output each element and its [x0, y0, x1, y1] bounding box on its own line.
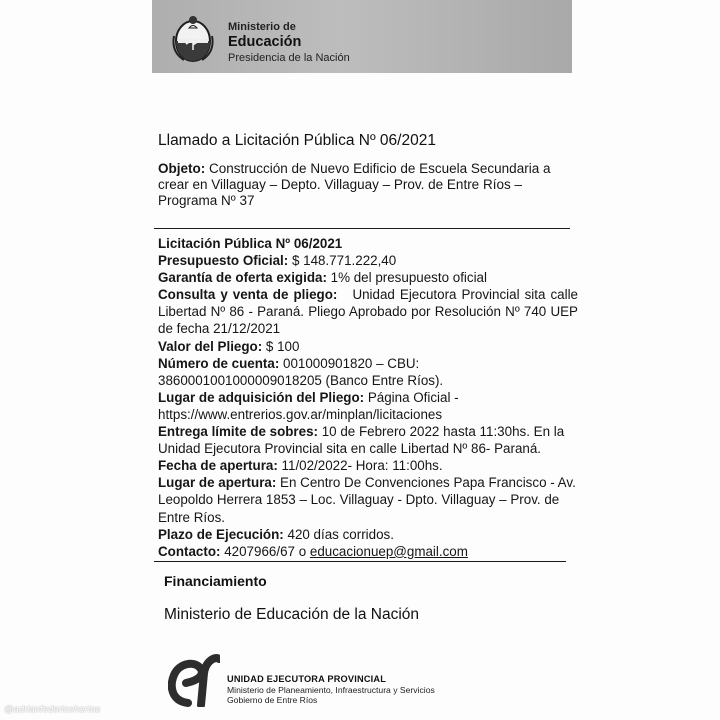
ministry-small-label: Ministerio de	[228, 21, 296, 33]
objeto-paragraph	[158, 161, 568, 209]
argentina-coat-of-arms-icon	[170, 14, 216, 64]
valor-value: $ 100	[265, 338, 300, 354]
contacto-email-link[interactable]: educacionuep@gmail.com	[309, 543, 468, 559]
licitacion-label: Licitación Pública Nº 06/2021	[158, 236, 343, 251]
financiamiento-body: Ministerio de Educación de la Nación	[164, 606, 420, 623]
contacto-connector: o	[298, 543, 307, 559]
uep-er-logo-icon	[168, 651, 220, 707]
garantia-value: 1% del presupuesto oficial	[330, 270, 487, 286]
tender-details	[158, 235, 578, 560]
contacto-label: Contacto:	[158, 543, 221, 559]
cuenta-value: 001000901820 – CBU: 3860001001000009018205 (Banco Entre Ríos).	[158, 355, 444, 388]
fecha-apertura-value: 11/02/2022- Hora: 11:00hs.	[281, 458, 443, 474]
watermark-handle: @adrianfedericohertos	[4, 704, 101, 715]
divider-bottom	[154, 561, 566, 562]
entrega-value: 10 de Febrero 2022 hasta 11:30hs. En la Unidad Ejecutora Provincial sita en calle Libertad Nº 86- Paraná.	[158, 424, 565, 457]
plazo-label: Plazo de Ejecución:	[158, 526, 284, 542]
plazo-value: 420 días corridos.	[287, 526, 394, 542]
objeto-text: Construcción de Nuevo Edificio de Escuela Secundaria a crear en Villaguay – Depto. Villaguay – Prov. de Entre Ríos – Programa Nº 37	[158, 161, 551, 208]
financiamiento-title: Financiamiento	[164, 573, 267, 589]
consulta-label: Consulta y venta de pliego:	[158, 287, 338, 303]
ministry-header-text	[228, 22, 350, 64]
divider-top	[154, 228, 570, 229]
presidency-label: Presidencia de la Nación	[228, 51, 350, 64]
objeto-label: Objeto:	[158, 161, 206, 176]
entrega-label: Entrega límite de sobres:	[158, 424, 318, 440]
uep-ministry-line: Ministerio de Planeamiento, Infraestructura y Servicios	[227, 684, 435, 695]
valor-label: Valor del Pliego:	[158, 338, 263, 354]
garantia-label: Garantía de oferta exigida:	[158, 270, 327, 286]
uep-footer-text	[227, 674, 435, 706]
ministry-name: Educación	[228, 34, 302, 50]
cuenta-label: Número de cuenta:	[158, 355, 280, 371]
lugar-apertura-label: Lugar de apertura:	[158, 475, 277, 491]
presupuesto-value: $ 148.771.222,40	[291, 253, 397, 269]
uep-government-line: Gobierno de Entre Ríos	[227, 695, 318, 705]
consulta-value: Unidad Ejecutora Provincial sita calle Libertad Nº 86 - Paraná. Pliego Aprobado por Resolución Nº 740 UEP de fecha 21/12/2021	[158, 287, 578, 337]
contacto-phone: 4207966/67	[224, 543, 295, 559]
presupuesto-label: Presupuesto Oficial:	[158, 253, 289, 269]
lugar-adquisicion-value: Página Oficial - https://www.entrerios.gov.ar/minplan/licitaciones	[158, 389, 459, 422]
uep-title: UNIDAD EJECUTORA PROVINCIAL	[227, 674, 387, 684]
lugar-apertura-value: En Centro De Convenciones Papa Francisco - Av. Leopoldo Herrera 1853 – Loc. Villaguay - Dpto. Villaguay – Prov. de Entre Ríos.	[158, 475, 576, 525]
page-title: Llamado a Licitación Pública Nº 06/2021	[158, 132, 436, 149]
lugar-adquisicion-label: Lugar de adquisición del Pliego:	[158, 389, 365, 405]
fecha-apertura-label: Fecha de apertura:	[158, 458, 278, 474]
